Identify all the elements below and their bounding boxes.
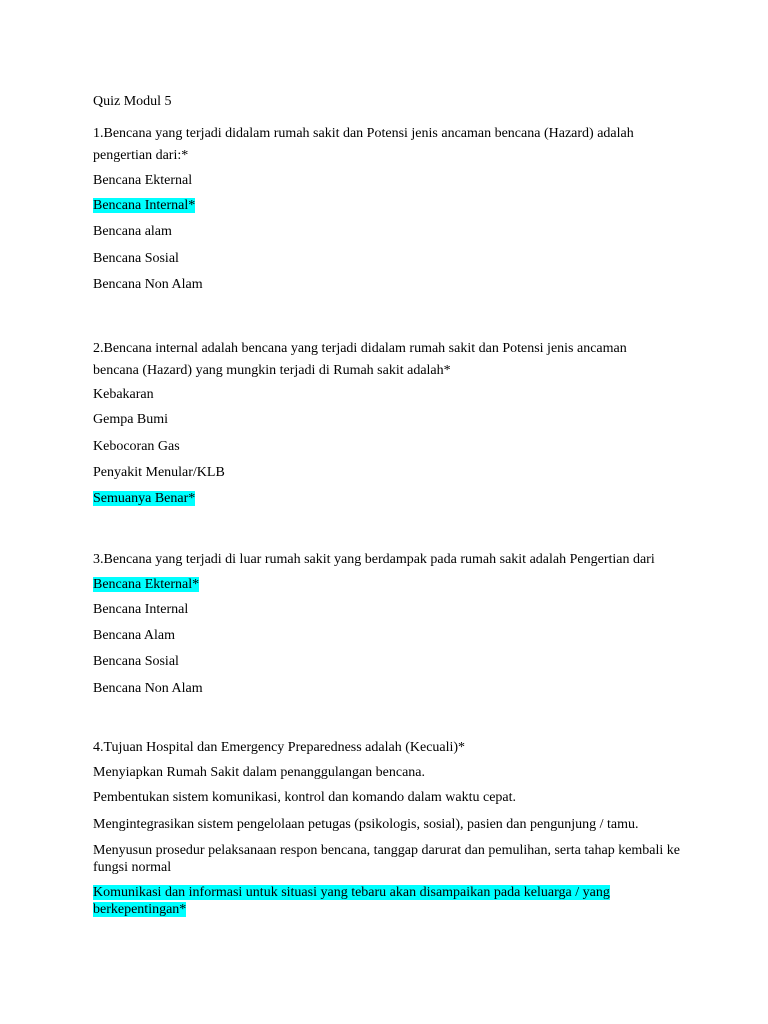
option-text: Menyiapkan Rumah Sakit dalam penanggulangan bencana. [93,765,426,780]
option-text: Kebocoran Gas [93,439,180,454]
option-text: Pembentukan sistem komunikasi, kontrol dan komando dalam waktu cepat. [93,790,517,805]
option-text: Penyakit Menular/KLB [93,465,225,480]
question-3-prompt-line-1: 3.Bencana yang terjadi di luar rumah sakit yang berdampak pada rumah sakit adalah Pengertian dari [93,552,655,567]
question-3-option-2 [93,601,188,618]
option-text: Bencana Ekternal [93,173,193,188]
question-4-prompt-line-1: 4.Tujuan Hospital dan Emergency Preparedness adalah (Kecuali)* [93,740,466,755]
question-4-option-2 [93,789,516,806]
option-text: Kebakaran [93,387,154,402]
question-4-option-3 [93,816,639,833]
option-text: Bencana Alam [93,628,176,643]
option-text: Bencana Sosial [93,654,179,669]
question-4-option-4 [93,842,683,876]
option-text: Menyusun prosedur pelaksanaan respon bencana, tanggap darurat dan pemulihan, serta tahap kembali ke fungsi normal [93,843,681,875]
question-2-option-5 [93,490,195,507]
question-2-option-3 [93,438,180,455]
document-title: Quiz Modul 5 [93,94,172,109]
option-text: Bencana Non Alam [93,681,203,696]
question-3-option-1 [93,576,199,593]
highlighted-answer: Semuanya Benar* [93,491,196,506]
option-text: Bencana Non Alam [93,277,203,292]
option-text: Mengintegrasikan sistem pengelolaan petugas (psikologis, sosial), pasien dan pengunjung / tamu. [93,817,639,832]
question-2-option-4 [93,464,225,481]
question-1-option-2 [93,197,195,214]
highlighted-answer: Bencana Internal* [93,198,196,213]
highlighted-answer: Bencana Ekternal* [93,577,200,592]
question-1-option-1 [93,172,192,189]
question-1-prompt-line-1: 1.Bencana yang terjadi didalam rumah sakit dan Potensi jenis ancaman bencana (Hazard) adalah [93,126,634,141]
option-text: Bencana Sosial [93,251,179,266]
question-2-option-2 [93,411,168,428]
question-1-prompt-line-2: pengertian dari:* [93,148,189,163]
question-1-option-5 [93,276,203,293]
question-2-prompt-line-2: bencana (Hazard) yang mungkin terjadi di Rumah sakit adalah* [93,363,451,378]
option-text: Bencana Internal [93,602,189,617]
question-1-option-3 [93,223,172,240]
question-3-option-5 [93,680,203,697]
option-text: Bencana alam [93,224,172,239]
highlighted-answer: Komunikasi dan informasi untuk situasi yang tebaru akan disampaikan pada keluarga / yang berkepentingan* [93,885,610,917]
option-text: Gempa Bumi [93,412,169,427]
question-2-option-1 [93,386,154,403]
question-4-option-5 [93,884,653,918]
question-4-option-1 [93,764,425,781]
question-1-option-4 [93,250,179,267]
question-3-option-4 [93,653,179,670]
question-2-prompt-line-1: 2.Bencana internal adalah bencana yang terjadi didalam rumah sakit dan Potensi jenis ancaman [93,341,627,356]
question-3-option-3 [93,627,175,644]
